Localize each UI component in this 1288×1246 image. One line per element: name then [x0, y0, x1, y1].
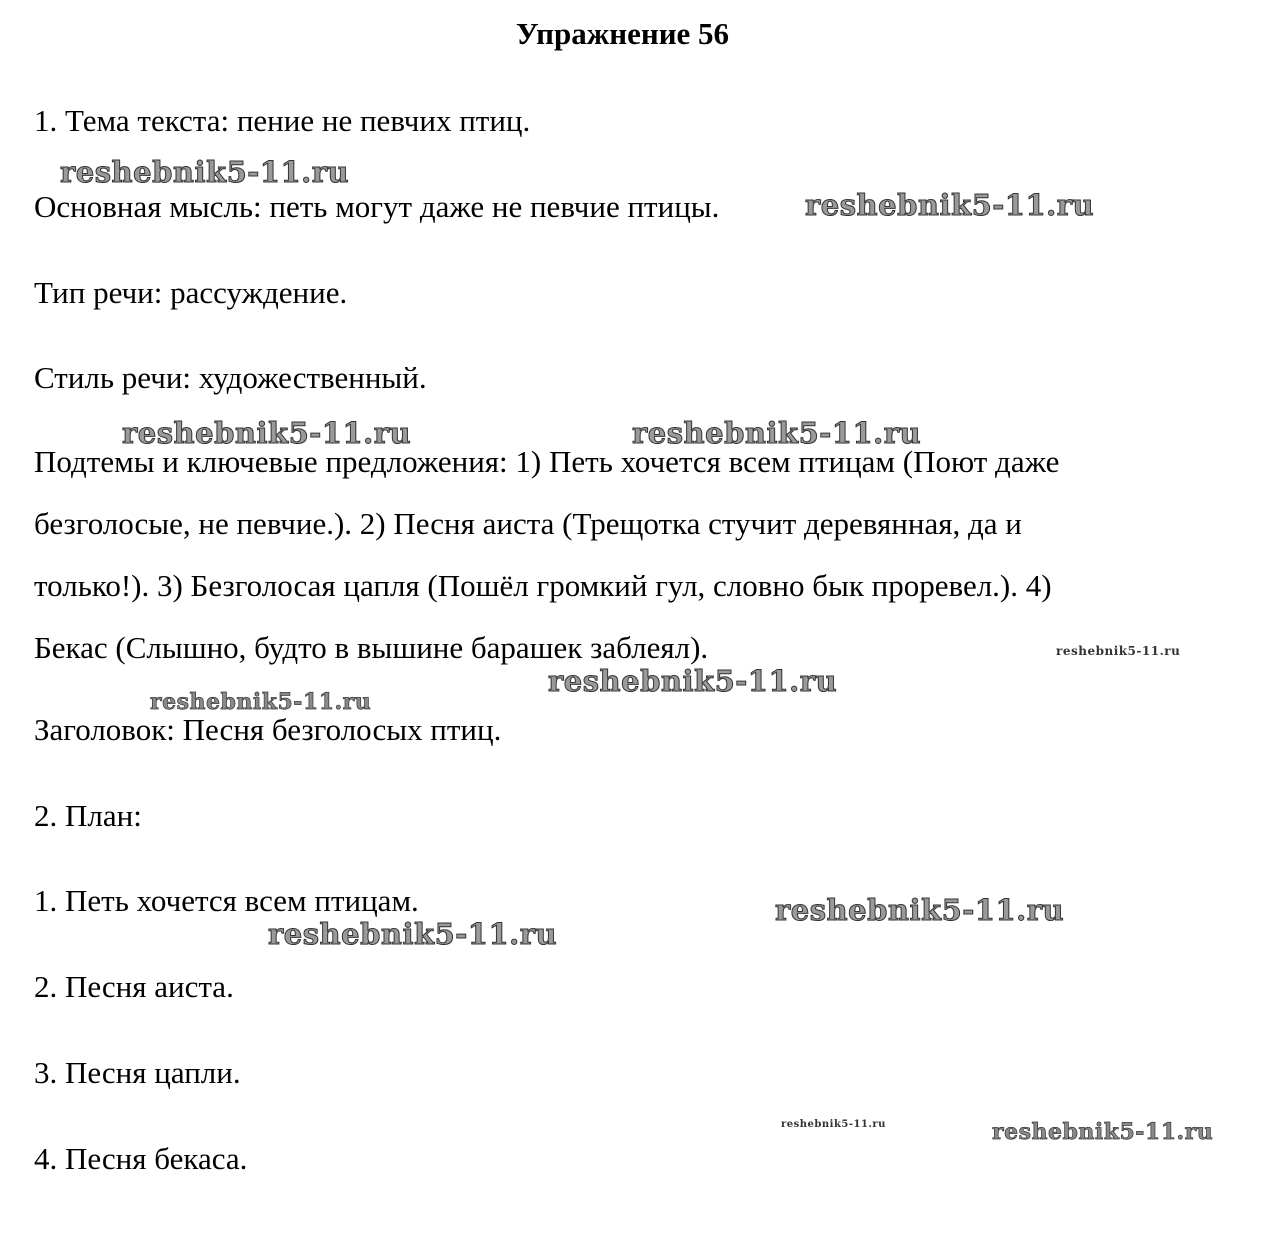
theme-line: 1. Тема текста: пение не певчих птиц.: [34, 103, 531, 138]
watermark: reshebnik5-11.ru: [992, 1119, 1214, 1145]
watermark: reshebnik5-11.ru: [805, 188, 1095, 222]
page-title: Упражнение 56: [515, 16, 730, 51]
watermark: reshebnik5-11.ru: [775, 893, 1065, 927]
speech-style-line: Стиль речи: художественный.: [34, 360, 427, 395]
plan-item-4: 4. Песня бекаса.: [34, 1141, 248, 1176]
heading-line: Заголовок: Песня безголосых птиц.: [34, 712, 502, 747]
main-idea-line: Основная мысль: петь могут даже не певчие птицы.: [34, 189, 720, 224]
plan-item-2: 2. Песня аиста.: [34, 969, 234, 1004]
watermark: reshebnik5-11.ru: [60, 155, 350, 189]
speech-type-line: Тип речи: рассуждение.: [34, 275, 348, 310]
watermark: reshebnik5-11.ru: [548, 664, 838, 698]
watermark: reshebnik5-11.ru: [150, 689, 372, 715]
watermark: reshebnik5-11.ru: [1056, 644, 1181, 658]
watermark: reshebnik5-11.ru: [632, 416, 922, 450]
plan-item-1: 1. Петь хочется всем птицам.: [34, 883, 419, 918]
subtopics-line-1: Подтемы и ключевые предложения: 1) Петь хочется всем птицам (Поют даже: [34, 444, 1060, 479]
subtopics-line-2: безголосые, не певчие.). 2) Песня аиста (Трещотка стучит деревянная, да и: [34, 506, 1022, 541]
watermark: reshebnik5-11.ru: [268, 917, 558, 951]
plan-label: 2. План:: [34, 798, 142, 833]
plan-item-3: 3. Песня цапли.: [34, 1055, 241, 1090]
watermark: reshebnik5-11.ru: [781, 1119, 886, 1130]
subtopics-line-3: только!). 3) Безголосая цапля (Пошёл громкий гул, словно бык проревел.). 4): [34, 568, 1052, 603]
watermark: reshebnik5-11.ru: [122, 416, 412, 450]
subtopics-line-4: Бекас (Слышно, будто в вышине барашек заблеял).: [34, 630, 709, 665]
